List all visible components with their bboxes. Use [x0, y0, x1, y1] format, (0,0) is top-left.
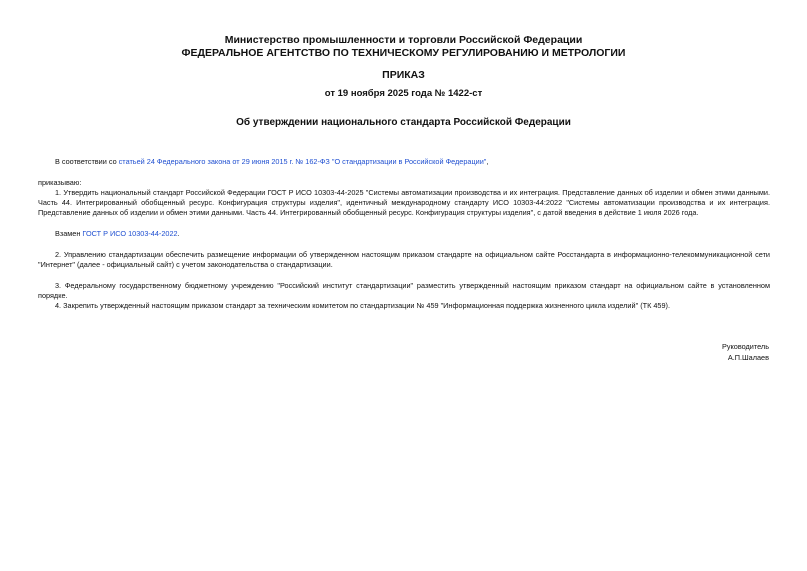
document-type: ПРИКАЗ [382, 69, 425, 81]
law-link[interactable]: статьей 24 Федерального закона от 29 июня 2015 г. № 162-ФЗ "О стандартизации в Российской Федерации" [118, 157, 487, 166]
signature-name: А.П.Шалаев [727, 353, 769, 362]
intro-paragraph [38, 157, 770, 167]
resolve-paragraph: приказываю: [38, 178, 82, 187]
replace-paragraph [38, 229, 770, 239]
item-1-paragraph: 1. Утвердить национальный стандарт Российской Федерации ГОСТ Р ИСО 10303-44-2025 "Системы автоматизации производства и их интеграция. Представление данных об изделии и обмен этими данными. Часть 44. Интегрированный обобщенный ресурс. Конфигурация структуры изделия", идентичный международному стандарту ИСО 10303-44:2022 "Системы автоматизации производства и их интеграция. Представление данных об изделии и обмен этими данными. Часть 44. Интегрированный обобщенный ресурс. Конфигурация структуры изделия", с датой введения в действие 1 июля 2026 года. [38, 188, 770, 217]
item-4-paragraph: 4. Закрепить утвержденный настоящим приказом стандарт за техническим комитетом по стандартизации № 459 "Информационная поддержка жизненного цикла изделий" (ТК 459). [55, 301, 670, 310]
replace-suffix: . [177, 229, 180, 238]
replaced-standard-link[interactable]: ГОСТ Р ИСО 10303-44-2022 [82, 229, 178, 238]
intro-prefix: В соответствии со [55, 157, 119, 166]
order-subject: Об утверждении национального стандарта Российской Федерации [236, 117, 571, 128]
ministry-name: Министерство промышленности и торговли Российской Федерации [224, 34, 583, 46]
item-2-paragraph: 2. Управлению стандартизации обеспечить размещение информации об утвержденном настоящим приказом стандарте на официальном сайте Росстандарта в информационно-телекоммуникационной сети "Интернет" (далее - официальный сайт) с учетом законодательства о стандартизации. [38, 250, 770, 269]
agency-name: ФЕДЕРАЛЬНОЕ АГЕНТСТВО ПО ТЕХНИЧЕСКОМУ РЕГУЛИРОВАНИЮ И МЕТРОЛОГИИ [181, 47, 626, 59]
order-date-number: от 19 ноября 2025 года № 1422-ст [324, 88, 483, 99]
signature-title: Руководитель [721, 342, 769, 351]
item-3-paragraph: 3. Федеральному государственному бюджетному учреждению "Российский институт стандартизации" разместить утвержденный настоящим приказом стандарт на официальном сайте в установленном порядке. [38, 281, 770, 300]
intro-suffix: , [486, 157, 489, 166]
replace-prefix: Взамен [55, 229, 83, 238]
